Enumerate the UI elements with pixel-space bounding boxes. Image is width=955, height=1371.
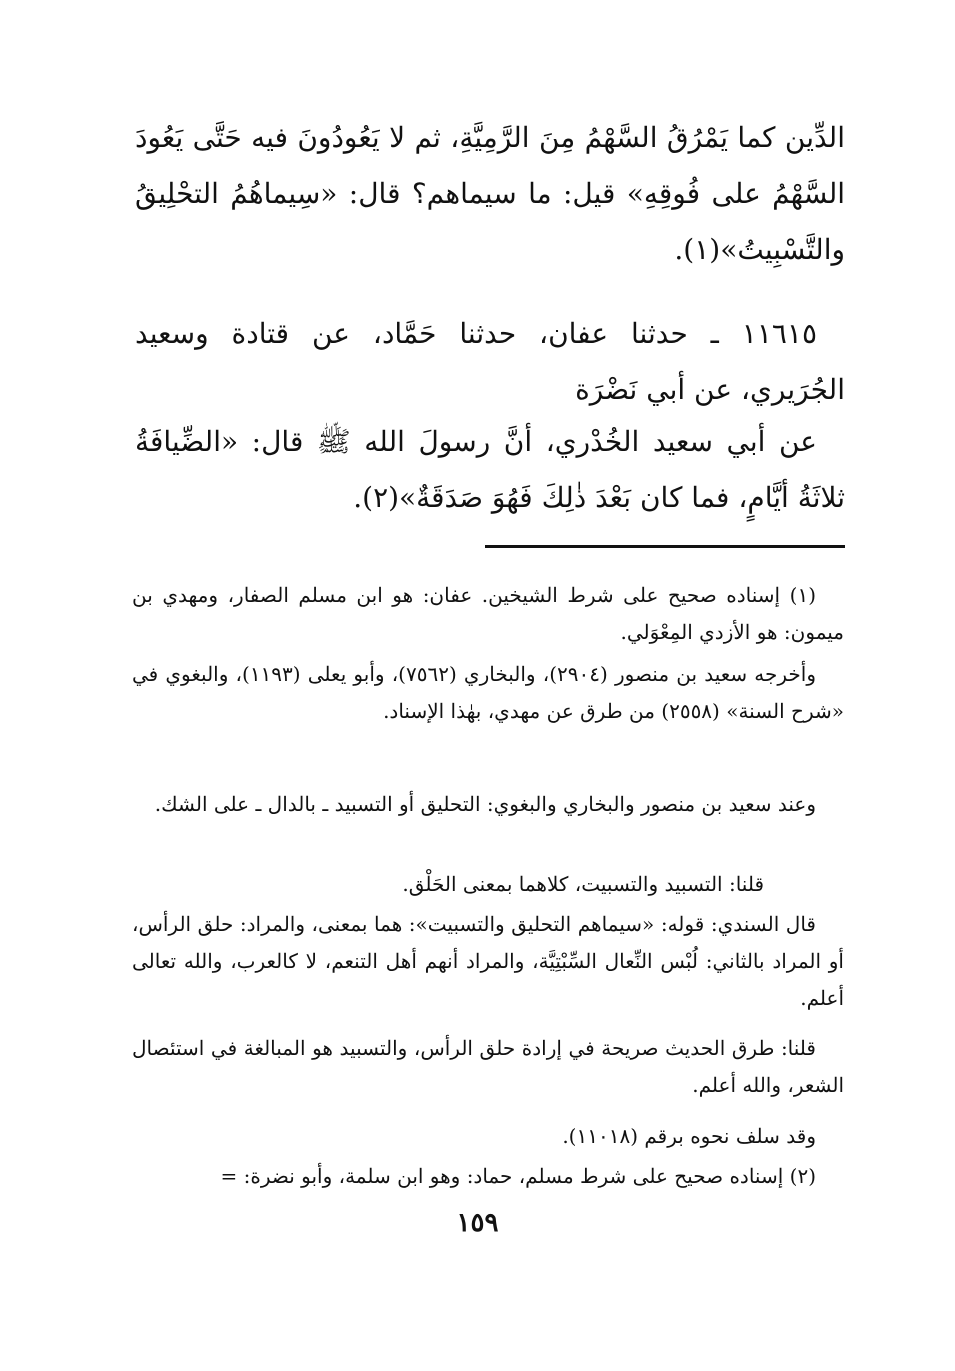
footnote-1-comment: قلنا: طرق الحديث صريحة في إرادة حلق الرأس، والتسبيد هو المبالغة في استئصال الشعر، والله أعلم. bbox=[132, 1036, 844, 1097]
hadith-matn-11615: عن أبي سعيد الخُدْري، أنَّ رسولَ الله ﷺ قال: «الضِّيافَةُ ثلاثَةُ أيَّامٍ، فما كان بَعْدَ ذٰلِكَ فَهُوَ صَدَقَةٌ»(٢). bbox=[135, 425, 845, 514]
footnote-1-sindi: قال السندي: قوله: «سيماهم التحليق والتسبيت»: هما بمعنى، والمراد: حلق الرأس، أو المراد بالثاني: لُبْس النِّعال السِّبْتِيَّة، والمراد أنهم أهل التنعم، لا كالعرب، والله تعالى أعلم. bbox=[132, 912, 844, 1010]
footnote-1-takhrij: وأخرجه سعيد بن منصور (٢٩٠٤)، والبخاري (٧٥٦٢)، وأبو يعلى (١١٩٣)، والبغوي في «شرح السنة» (٢٥٥٨) من طرق عن مهدي، بهٰذا الإسناد. bbox=[132, 662, 844, 723]
footnote-1-note: قلنا: التسبيد والتسبيت، كلاهما بمعنى الحَلْق. bbox=[402, 872, 764, 896]
footnote-1: (١) إسناده صحيح على شرط الشيخين. عفان: هو ابن مسلم الصفار، ومهدي بن ميمون: هو الأزدي المِعْوَلي. bbox=[132, 583, 844, 644]
footnote-2: (٢) إسناده صحيح على شرط مسلم، حماد: وهو ابن سلمة، وأبو نضرة: = bbox=[220, 1164, 816, 1188]
hadith-isnad-11615: ١١٦١٥ ـ حدثنا عفان، حدثنا حَمَّاد، عن قتادة وسعيد الجُرَيري، عن أبي نَضْرَة bbox=[135, 317, 845, 406]
footnote-1-crossref: وقد سلف نحوه برقم (١١٠١٨). bbox=[562, 1124, 816, 1148]
footnote-1-variant: وعند سعيد بن منصور والبخاري والبغوي: التحليق أو التسبيد ـ بالدال ـ على الشك. bbox=[154, 792, 816, 816]
footnote-separator bbox=[485, 545, 845, 548]
hadith-text-continuation: الدِّين كما يَمْرُقُ السَّهْمُ مِنَ الرَّمِيَّةِ، ثم لا يَعُودُونَ فيه حَتَّى يَعُودَ السَّهْمُ على فُوقِهِ» قيل: ما سيماهم؟ قال: «سِيماهُمُ التحْلِيقُ والتَّسْبِيتُ»(١). bbox=[135, 121, 845, 266]
page-number: ١٥٩ bbox=[456, 1208, 499, 1238]
